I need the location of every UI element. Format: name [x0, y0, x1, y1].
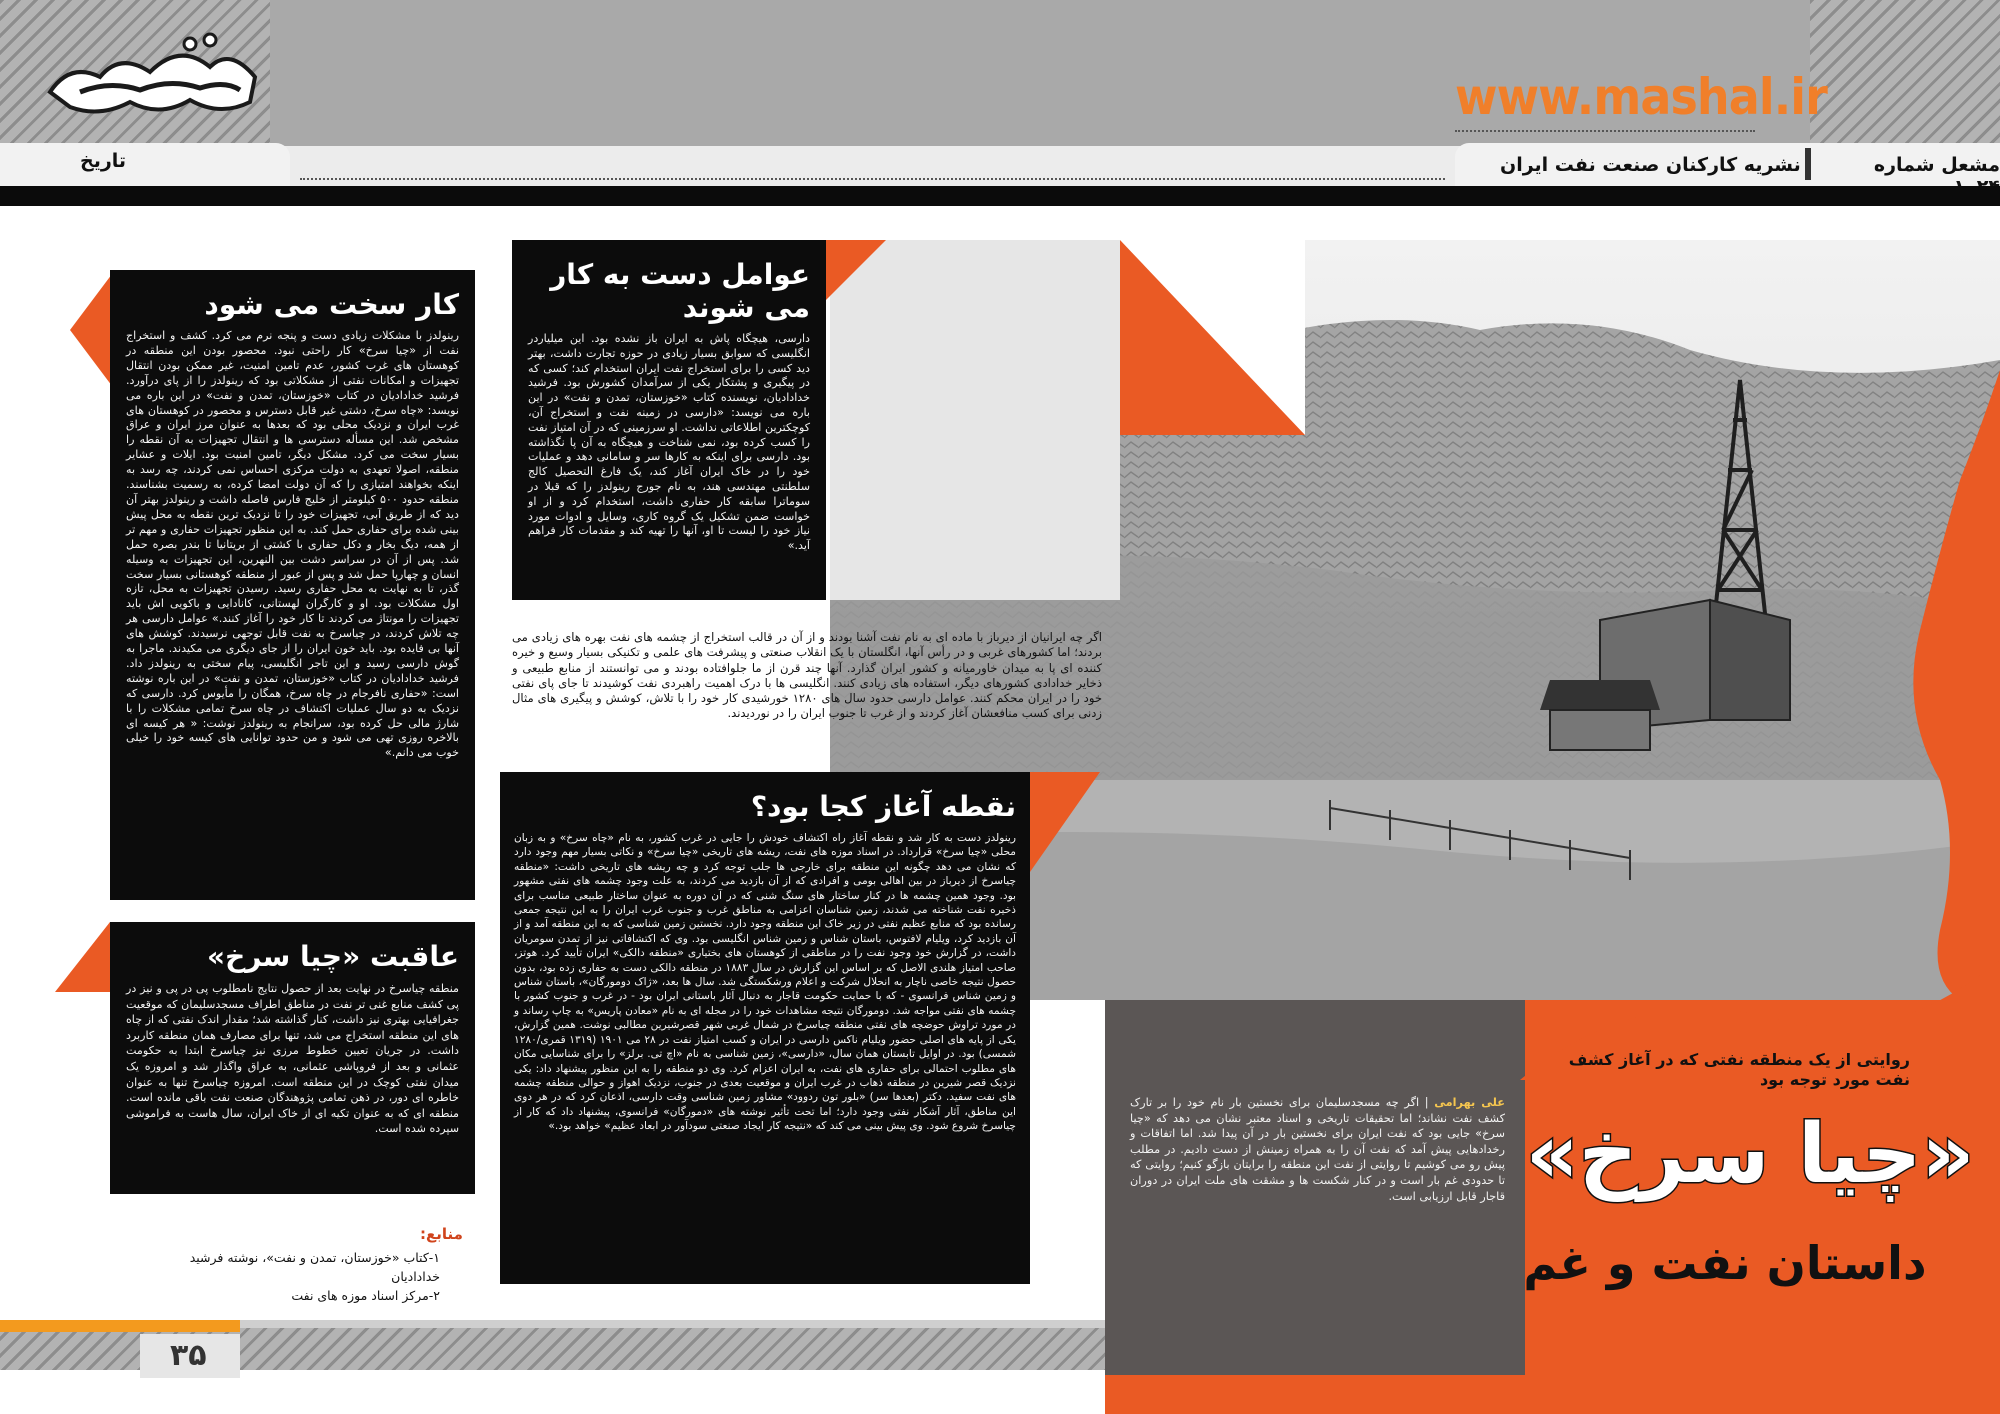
header-hatch-right	[1810, 0, 2000, 146]
header-black-rule	[0, 186, 2000, 206]
url-underline-dots	[1455, 130, 1755, 132]
article-subtitle: داستان نفت و غم	[1523, 1236, 1927, 1290]
issue-number: مشعل شماره	[1873, 154, 2000, 176]
mashal-logo	[40, 22, 265, 122]
box-hard-body: رینولدز با مشکلات زیادی دست و پنجه نرم می کرد. کشف و استخراج نفت از «چیا سرخ» کار راحتی نبود. محصور بودن این منطقه در کوهستان های غرب کشور، عدم تامین امنیت، غیر ممکن بودن انتقال تجهیزات و امکانات نفتی از مشکلاتی بود که رینولدز را از پای درآورد. فرشید خدادادیان در کتاب «خوزستان، تمدن و نفت» در این باره می نویسد: «چاه سرخ، دشتی غیر قابل دسترس و محصور در کوهستان های غرب ایران و نزدیک محلی بود که بعدها به عنوان مرز ایران و عراق مشخص شد. این مسأله دسترسی ها و انتقال تجهیزات به آن نقطه را بسیار سخت می کرد. مشکل دیگر، تامین امنیت بود. ایلات و عشایر منطقه، اصولا تعهدی به دولت مرکزی احساس نمی کردند، چه رسد به اینکه بخواهند امتیازی را که آن دولت امضا کرده، به رسمیت بشناسند. منطقه حدود ۵۰۰ کیلومتر از خلیج فارس فاصله داشت و رینولدز بهتر آن دید که از طریق آبی، تجهیزات خود را تا نزدیک ترین نقطه به محل پیش بینی شده برای حفاری حمل کند. به این منظور تجهیزات حفاری و مهم تر از همه، دیگ بخار و دکل حفاری با کشتی از بریتانیا تا بندر بصره حمل شد. پس از آن در سراسر دشت بین النهرین، این تجهیزات به وسیله انسان و چهارپا حمل شد و پس از عبور از منطقه کوهستانی بسیار سخت گذر، تا به نهایت به محل حفاری رسید. رسیدن تجهیزات به محل، تازه اول مشکلات بود. او و کارگران لهستانی، کانادایی و باکویی اش باید تجهیزات را مونتاژ می کردند تا کار خود را آغاز کنند.» عوامل دارسی هر چه تلاش کردند، در چیاسرخ به نفت قابل توجهی نرسیدند. کوشش های آنها بی فایده بود. باید خون ایران را از جای دیگری می مکیدند. ماجرا به گوش دارسی رسید و این تاجر انگلیسی، پیام سختی به رینولدز داد. فرشید خدادادیان در کتاب «خوزستان، تمدن و نفت» در این باره نوشته است: «حفاری نافرجام در چاه سرخ، همگان را مأیوس کرد. دارسی که نزدیک به دو سال عملیات اکتشاف در چاه سرخ تمامی مشکلات را با شارژ مالی حل کرده بود، سرانجام به رینولدز نوشت: « هر کیسه ای بالاخره روزی تهی می شود و من حدود توانایی های کیسه خود را خیلی خوب می دانم.»	[126, 329, 460, 760]
box-hard-title: کار سخت می شود	[204, 288, 459, 321]
box-start-title: نقطه آغاز کجا بود؟	[750, 790, 1016, 823]
start-corner	[1030, 772, 1100, 872]
fate-corner	[55, 922, 110, 992]
author-separator: |	[1419, 1096, 1429, 1109]
header-tab-left	[0, 143, 290, 189]
section-label: تاریخ	[80, 150, 127, 172]
orange-footer-band	[1105, 1376, 2000, 1414]
header-separator	[1805, 148, 1811, 180]
footer-grey-bar	[240, 1320, 1105, 1328]
orange-wave-right	[1660, 250, 2000, 1000]
box-agents-body: دارسی، هیچگاه پاش به ایران باز نشده بود. این میلیاردر انگلیسی که سوابق بسیار زیادی در حوزه تجارت داشت، بهتر دید کسی را برای استخراج نفت ایران استخدام کند؛ کسی که در پیگیری و پشتکار یکی از سرآمدان کشورش بود. فرشید خدادادیان، نویسنده کتاب «خوزستان، تمدن و نفت» در این باره می نویسد: «دارسی در زمینه نفت و استخراج آن، کوچکترین اطلاعاتی نداشت. او سرزمینی که در آن امتیاز نفت را کسب کرده بود، نمی شناخت و هیچگاه به آن پا نگذاشته بود. دارسی برای اینکه به کارها سر و سامانی دهد و عملیات خود را در خاک ایران آغاز کند، یک فارغ التحصیل کالج سلطنتی مهندسی هند، به نام جورج رینولدز را که قبلا در سوماترا سابقه کار حفاری داشت، استخدام کرد و از او خواست ضمن تشکیل یک گروه کاری، وسایل و ادوات مورد نیاز خود را لیست تا او، آنها را تهیه کند و مقدمات کار فراهم آید.»	[528, 332, 810, 553]
box-fate	[110, 922, 475, 1194]
box-hard	[110, 270, 475, 900]
article-supertitle: روایتی از یک منطقه نفتی که در آغاز کشف نفت مورد توجه بود	[1568, 1050, 1910, 1089]
footer-orange-bar	[0, 1320, 240, 1332]
article-intro	[1130, 1095, 1505, 1204]
sources-list	[150, 1248, 440, 1305]
page-number: ۳۵	[170, 1338, 207, 1373]
source-item: ۲-مرکز اسناد موزه های نفت	[291, 1288, 440, 1303]
sources-title: منابع:	[420, 1225, 463, 1243]
publication-name: نشریه کارکنان صنعت نفت ایران	[1500, 154, 1801, 176]
agents-corner	[826, 240, 886, 300]
source-item: ۱-کتاب «خوزستان، تمدن و نفت»، نوشته فرشید خدادادیان	[189, 1250, 440, 1284]
article-title: «چیا سرخ»	[1525, 1107, 1975, 1202]
box-agents-title: عوامل دست به کار می شوند	[550, 258, 810, 324]
box-start	[500, 772, 1030, 1284]
box-agents	[512, 240, 826, 600]
intro-text: اگر چه مسجدسلیمان برای نخستین بار نام خود را بر تارک کشف نفت نشاند؛ اما تحقیقات تاریخی و اسناد معتبر نشان می دهد که «چیا سرخ» جایی بود که نفت ایران برای نخستین بار در آن پیدا شد. اما اتفاقات و رخدادهایی پیش آمد که نفت آن را به همراه زمینش از دست دادیم. در مطلب پیش رو می کوشیم تا روایتی از نفت این منطقه را برایتان بازگو کنیم؛ روایتی که تا حدودی غم بار است و در کنار شکست ها و مشقت های ملت ایران در دوران قاجار قابل ارزیابی است.	[1130, 1096, 1505, 1203]
box-fate-body: منطقه چیاسرخ در نهایت بعد از حصول نتایج نامطلوب پی در پی و نیز در پی کشف منابع غنی تر نفت در مناطق اطراف مسجدسلیمان که موقعیت جغرافیایی بهتری نیز داشت، کنار گذاشته شد؛ مقدار اندک نفتی که از چاه های این منطقه استخراج می شد، تنها برای مصارف همان منطقه کاربرد داشت. در جریان تعیین خطوط مرزی نیز چیاسرخ ابتدا به حکومت عثمانی و بعد از فروپاشی عثمانی، به عراق واگذار شد و امروزه یک میدان نفتی کوچک در این منطقه است. امروزه چیاسرخ تنها به عنوان خاطره ای دور، در ذهن تمامی پژوهندگان صنعت نفت باقی مانده است. منطقه ای که به عنوان تکیه ای از خاک ایران، سال هاست به فراموشی سپرده شده است.	[126, 982, 459, 1136]
article-lead-text: اگر چه ایرانیان از دیرباز با ماده ای به نام نفت آشنا بودند و از آن در قالب استخراج از چشمه های نفت بهره های زیادی می بردند؛ اما کشورهای غربی و در رأس آنها، انگلستان با یک انقلاب صنعتی و پیشرفت های علمی و تکنیکی بسیار وسیع و خیره کننده ای پا به میدان خاورمیانه و کشور ایران گذارد. آنها چند قرن از ما جلوافتاده بودند و می توانستند از منابع طبیعی و ذخایر خدادادی کشورهای دیگر، استفاده های زیادی کنند. انگلیسی ها با درک اهمیت راهبردی نفت کوشیدند تا جای پای نفتی خود را در ایران محکم کنند. عوامل دارسی حدود سال های ۱۲۸۰ خورشیدی کار خود را با تلاش، کوشش و پیگیری های مثال زدنی برای کسب منافعشان آغاز کردند و از غرب تا جنوب ایران را در نوردیدند.	[512, 630, 1102, 721]
header-dotted-rule	[300, 178, 1445, 180]
hard-corner	[70, 270, 115, 390]
box-start-body: رینولدز دست به کار شد و نقطه آغاز راه اکتشاف خودش را جایی در غرب کشور، به نام «چاه سرخ» و به زبان محلی «چیا سرخ» قرارداد. در اسناد موزه های نفت، ریشه های تاریخی «چیا سرخ» و نکاتی بسیار مهم وجود دارد که نشان می دهد چگونه این منطقه برای خارجی ها جلب توجه کرد و چه ریشه های تاریخی داشت: «منطقه چیاسرخ از دیرباز در بین اهالی بومی و افرادی که از آن بازدید می کردند، به علت وجود چشمه های نفتی مشهور بود. وجود همین چشمه ها در کنار ساختار های سنگ شنی که در آن دوره به عنوان ساختار طبیعی مناسب برای ذخیره نفت شناخته می شدند، زمین شناسان اعزامی به مناطق غرب و جنوب غرب ایران را به این نتیجه جمعی رسانده بود که منابع عظیم نفتی در زیر خاک این منطقه وجود دارد. نخستین زمین شناسی که به این منطقه آمد و از آن بازدید کرد، ویلیام لافتوس، باستان شناس و زمین شناس انگلیسی بود. وی که اکتشافاتی نیز از تمدن سومریان داشت، در گزارش خود وجود نفت را در مناطقی از کوهستان های بختیاری «منطقه دالکی» ایران تأیید کرد. هوتز، صاحب امتیاز هلندی الاصل که بر اساس این گزارش در سال ۱۸۸۳ در منطقه دالکی دست به حفاری زده بود، بدون حصول نتیجه خاصی ناچار به انحلال شرکت و اعلام ورشکستگی شد. سال ها بعد، «ژاک دومورگان»، باستان شناس و زمین شناس فرانسوی - که با حمایت حکومت قاجار به دنبال آثار باستانی ایران بود - در غرب و جنوب کشور با چشمه های نفتی مواجه شد. دومورگان نتیجه مشاهدات خود را در مجله ای به نام «معادن پاریس» به چاپ رساند و در مورد تراوش حوضچه های نفتی منطقه چیاسرخ در شمال غربی شهر قصرشیرین مطالبی نوشت. همین گزارش، یکی از پایه های اصلی حضور ویلیام ناکس دارسی در ایران و کسب امتیاز نفت در ۲۸ می ۱۹۰۱ (۱۳۱۹ قمری/۱۲۸۰ شمسی) بود. در اوایل تابستان همان سال، «دارسی»، زمین شناسی به نام «اچ تی. برلز» را برای شناسایی مکان های مطلوب احتمالی برای حفاری های نفت، به ایران اعزام کرد. وی دو منطقه را به این منظور پیشنهاد داد: یکی نزدیک قصر شیرین در منطقه ذهاب در غرب ایران و موقعیت بعدی در جنوب، نزدیک اهواز و حوالی منطقه چشمه های نفت سفید. دکتر (بعدها سر) «بلور تون ردوود» مشاور زمین شناسی وقت دارسی، اذعان کرد که در هر دوی این مناطق، آثار آشکار نفتی وجود دارد؛ اما تحت تأثیر نوشته های «دمورگان» فرانسوی، پیشنهاد داد که کار از چیاسرخ شروع شود. وی پیش بینی می کند که «نتیجه کار ایجاد صنعتی سودآور در ابعاد عظیم» خواهد بود.»	[514, 832, 1017, 1133]
author-name: علی بهرامی	[1434, 1096, 1505, 1109]
website-url[interactable]: www.mashal.ir	[1455, 68, 1827, 126]
box-fate-title: عاقبت «چیا سرخ»	[207, 940, 459, 973]
